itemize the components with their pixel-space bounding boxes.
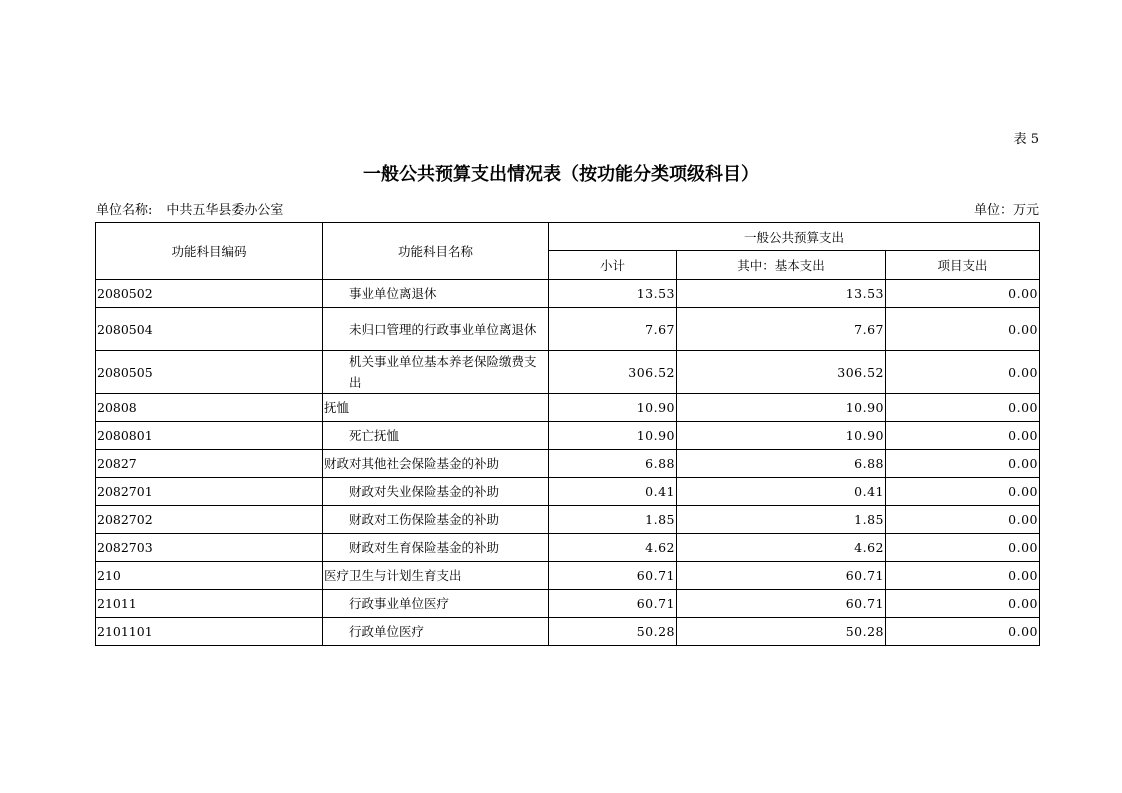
table-row bbox=[96, 590, 1040, 618]
cell-code: 2080502 bbox=[96, 280, 323, 308]
cell-subtotal: 306.52 bbox=[549, 351, 677, 394]
unit-name-value: 中共五华县委办公室 bbox=[166, 203, 284, 218]
cell-name: 未归口管理的行政事业单位离退休 bbox=[323, 308, 549, 351]
header-basic: 其中：基本支出 bbox=[677, 251, 886, 280]
cell-project: 0.00 bbox=[886, 351, 1040, 394]
cell-name: 抚恤 bbox=[323, 394, 549, 422]
cell-subtotal: 13.53 bbox=[549, 280, 677, 308]
cell-project: 0.00 bbox=[886, 534, 1040, 562]
cell-subtotal: 60.71 bbox=[549, 590, 677, 618]
cell-subtotal: 50.28 bbox=[549, 618, 677, 646]
cell-project: 0.00 bbox=[886, 422, 1040, 450]
cell-project: 0.00 bbox=[886, 394, 1040, 422]
cell-basic: 60.71 bbox=[677, 562, 886, 590]
table-row bbox=[96, 422, 1040, 450]
cell-code: 2101101 bbox=[96, 618, 323, 646]
cell-code: 20827 bbox=[96, 450, 323, 478]
cell-subtotal: 0.41 bbox=[549, 478, 677, 506]
table-number: 表 5 bbox=[1013, 132, 1039, 147]
table-body bbox=[96, 280, 1040, 646]
unit-name bbox=[96, 199, 283, 218]
cell-project: 0.00 bbox=[886, 618, 1040, 646]
cell-code: 20808 bbox=[96, 394, 323, 422]
cell-name: 行政事业单位医疗 bbox=[323, 590, 549, 618]
cell-basic: 10.90 bbox=[677, 394, 886, 422]
cell-basic: 13.53 bbox=[677, 280, 886, 308]
table-row bbox=[96, 394, 1040, 422]
cell-code: 2082702 bbox=[96, 506, 323, 534]
cell-name: 财政对生育保险基金的补助 bbox=[323, 534, 549, 562]
cell-basic: 50.28 bbox=[677, 618, 886, 646]
header-project: 项目支出 bbox=[886, 251, 1040, 280]
cell-subtotal: 7.67 bbox=[549, 308, 677, 351]
table-row bbox=[96, 562, 1040, 590]
cell-name: 财政对失业保险基金的补助 bbox=[323, 478, 549, 506]
cell-project: 0.00 bbox=[886, 478, 1040, 506]
budget-table bbox=[95, 222, 1040, 646]
cell-code: 2080504 bbox=[96, 308, 323, 351]
table-row bbox=[96, 506, 1040, 534]
cell-basic: 7.67 bbox=[677, 308, 886, 351]
table-row bbox=[96, 534, 1040, 562]
cell-basic: 6.88 bbox=[677, 450, 886, 478]
cell-code: 2080505 bbox=[96, 351, 323, 394]
table-row bbox=[96, 478, 1040, 506]
cell-name: 事业单位离退休 bbox=[323, 280, 549, 308]
cell-basic: 4.62 bbox=[677, 534, 886, 562]
unit-label: 单位：万元 bbox=[973, 203, 1039, 218]
cell-project: 0.00 bbox=[886, 590, 1040, 618]
table-row bbox=[96, 308, 1040, 351]
cell-name: 死亡抚恤 bbox=[323, 422, 549, 450]
cell-subtotal: 10.90 bbox=[549, 394, 677, 422]
cell-code: 210 bbox=[96, 562, 323, 590]
cell-name: 医疗卫生与计划生育支出 bbox=[323, 562, 549, 590]
cell-name: 行政单位医疗 bbox=[323, 618, 549, 646]
cell-name: 财政对其他社会保险基金的补助 bbox=[323, 450, 549, 478]
cell-subtotal: 60.71 bbox=[549, 562, 677, 590]
cell-basic: 0.41 bbox=[677, 478, 886, 506]
cell-basic: 1.85 bbox=[677, 506, 886, 534]
cell-project: 0.00 bbox=[886, 562, 1040, 590]
cell-name: 机关事业单位基本养老保险缴费支出 bbox=[323, 351, 549, 394]
cell-basic: 306.52 bbox=[677, 351, 886, 394]
table-row bbox=[96, 450, 1040, 478]
cell-code: 2082701 bbox=[96, 478, 323, 506]
table-row bbox=[96, 351, 1040, 394]
cell-subtotal: 10.90 bbox=[549, 422, 677, 450]
cell-basic: 60.71 bbox=[677, 590, 886, 618]
table-row bbox=[96, 280, 1040, 308]
page-title: 一般公共预算支出情况表（按功能分类项级科目） bbox=[363, 164, 759, 185]
unit-name-label: 单位名称: bbox=[96, 203, 153, 218]
cell-subtotal: 1.85 bbox=[549, 506, 677, 534]
cell-project: 0.00 bbox=[886, 308, 1040, 351]
cell-code: 2082703 bbox=[96, 534, 323, 562]
header-group: 一般公共预算支出 bbox=[549, 223, 1040, 251]
header-code: 功能科目编码 bbox=[96, 223, 323, 280]
cell-code: 21011 bbox=[96, 590, 323, 618]
cell-name: 财政对工伤保险基金的补助 bbox=[323, 506, 549, 534]
cell-subtotal: 6.88 bbox=[549, 450, 677, 478]
header-subtotal: 小计 bbox=[549, 251, 677, 280]
cell-project: 0.00 bbox=[886, 280, 1040, 308]
cell-project: 0.00 bbox=[886, 506, 1040, 534]
header-name: 功能科目名称 bbox=[323, 223, 549, 280]
cell-subtotal: 4.62 bbox=[549, 534, 677, 562]
cell-code: 2080801 bbox=[96, 422, 323, 450]
cell-project: 0.00 bbox=[886, 450, 1040, 478]
table-row bbox=[96, 618, 1040, 646]
cell-basic: 10.90 bbox=[677, 422, 886, 450]
